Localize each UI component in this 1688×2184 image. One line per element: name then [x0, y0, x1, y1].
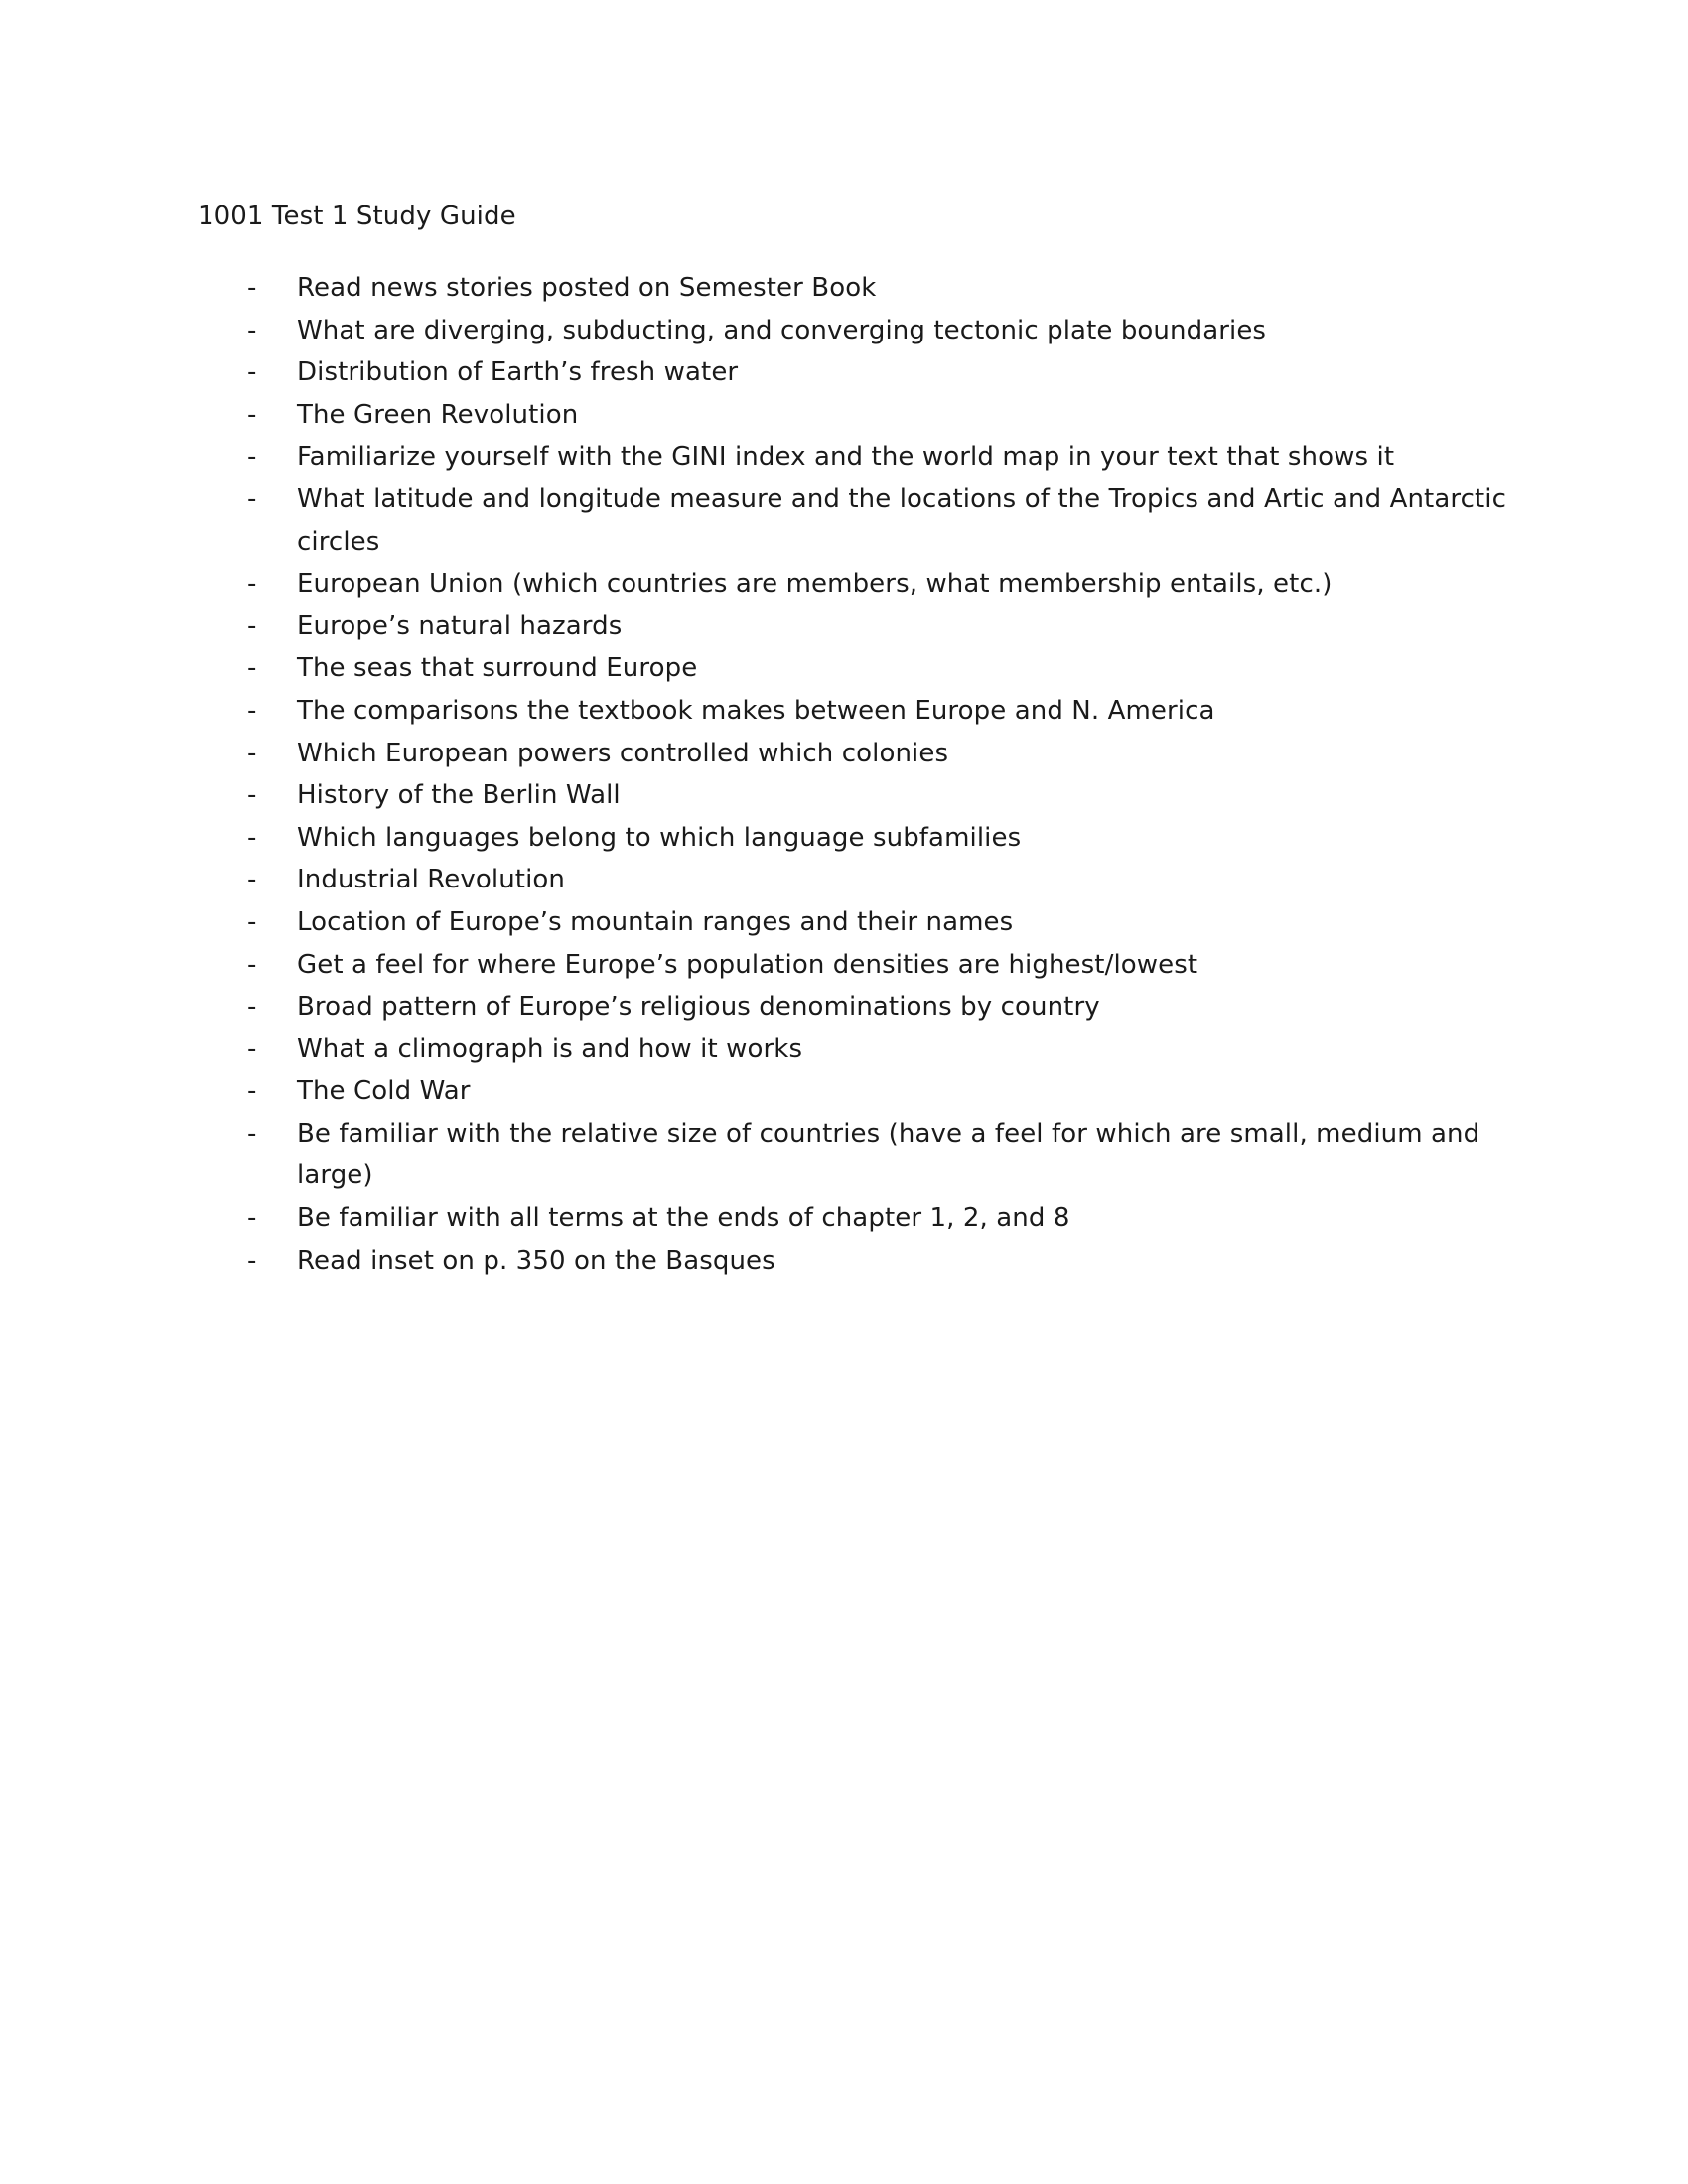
list-item-text: The comparisons the textbook makes between Europe and N. America	[297, 695, 1215, 726]
bullet-dash: -	[247, 822, 257, 853]
bullet-dash: -	[247, 315, 257, 345]
bullet-dash: -	[247, 483, 257, 514]
list-item	[198, 774, 1518, 817]
bullet-dash: -	[247, 949, 257, 980]
bullet-dash: -	[247, 1203, 257, 1234]
bullet-dash: -	[247, 1118, 257, 1149]
list-item-text: History of the Berlin Wall	[297, 780, 621, 811]
bullet-dash: -	[247, 442, 257, 473]
list-item	[198, 267, 1518, 310]
list-item	[198, 1028, 1518, 1071]
list-item-text: Distribution of Earth’s fresh water	[297, 357, 739, 388]
list-item	[198, 394, 1518, 437]
list-item	[198, 647, 1518, 690]
list-item-text: Familiarize yourself with the GINI index and the world map in your text that shows it	[297, 442, 1395, 473]
list-item-text: What latitude and longitude measure and the locations of the Tropics and Artic and Antarctic circles	[297, 483, 1506, 557]
bullet-dash: -	[247, 1033, 257, 1064]
list-item	[198, 436, 1518, 478]
list-item	[198, 351, 1518, 394]
document-title: 1001 Test 1 Study Guide	[198, 202, 516, 231]
bullet-dash: -	[247, 653, 257, 684]
bullet-dash: -	[247, 780, 257, 811]
list-item-text: Get a feel for where Europe’s population densities are highest/lowest	[297, 949, 1198, 980]
list-item	[198, 944, 1518, 987]
list-item	[198, 1240, 1518, 1283]
bullet-dash: -	[247, 1245, 257, 1276]
list-item-text: Europe’s natural hazards	[297, 611, 623, 641]
list-item	[198, 859, 1518, 901]
list-item	[198, 563, 1518, 606]
bullet-dash: -	[247, 695, 257, 726]
list-item-text: The Green Revolution	[297, 399, 579, 430]
bullet-dash: -	[247, 611, 257, 641]
list-item-text: Which languages belong to which language subfamilies	[297, 822, 1022, 853]
bullet-dash: -	[247, 992, 257, 1023]
bullet-dash: -	[247, 906, 257, 937]
list-item	[198, 690, 1518, 733]
list-item	[198, 1197, 1518, 1240]
list-item	[198, 478, 1518, 563]
list-item-text: The Cold War	[297, 1076, 471, 1107]
bullet-dash: -	[247, 357, 257, 388]
list-item	[198, 901, 1518, 944]
list-item	[198, 733, 1518, 775]
list-item-text: Read news stories posted on Semester Book	[297, 273, 877, 303]
bullet-dash: -	[247, 738, 257, 768]
bullet-dash: -	[247, 273, 257, 303]
list-item	[198, 606, 1518, 648]
list-item	[198, 986, 1518, 1028]
list-item	[198, 1113, 1518, 1197]
list-item	[198, 310, 1518, 352]
list-item-text: Which European powers controlled which colonies	[297, 738, 949, 768]
list-item-text: What are diverging, subducting, and converging tectonic plate boundaries	[297, 315, 1267, 345]
list-item-text: European Union (which countries are members, what membership entails, etc.)	[297, 569, 1333, 600]
list-item-text: Read inset on p. 350 on the Basques	[297, 1245, 775, 1276]
list-item-text: The seas that surround Europe	[297, 653, 698, 684]
bullet-dash: -	[247, 569, 257, 600]
list-item-text: Be familiar with the relative size of countries (have a feel for which are small, medium and large)	[297, 1118, 1480, 1191]
list-item-text: Broad pattern of Europe’s religious denominations by country	[297, 992, 1100, 1023]
study-guide-list	[198, 267, 1518, 1282]
list-item-text: What a climograph is and how it works	[297, 1033, 803, 1064]
list-item-text: Be familiar with all terms at the ends of chapter 1, 2, and 8	[297, 1203, 1070, 1234]
bullet-dash: -	[247, 399, 257, 430]
list-item-text: Location of Europe’s mountain ranges and their names	[297, 906, 1014, 937]
bullet-dash: -	[247, 1076, 257, 1107]
list-item-text: Industrial Revolution	[297, 865, 565, 895]
list-item	[198, 1070, 1518, 1113]
bullet-dash: -	[247, 865, 257, 895]
list-item	[198, 817, 1518, 860]
